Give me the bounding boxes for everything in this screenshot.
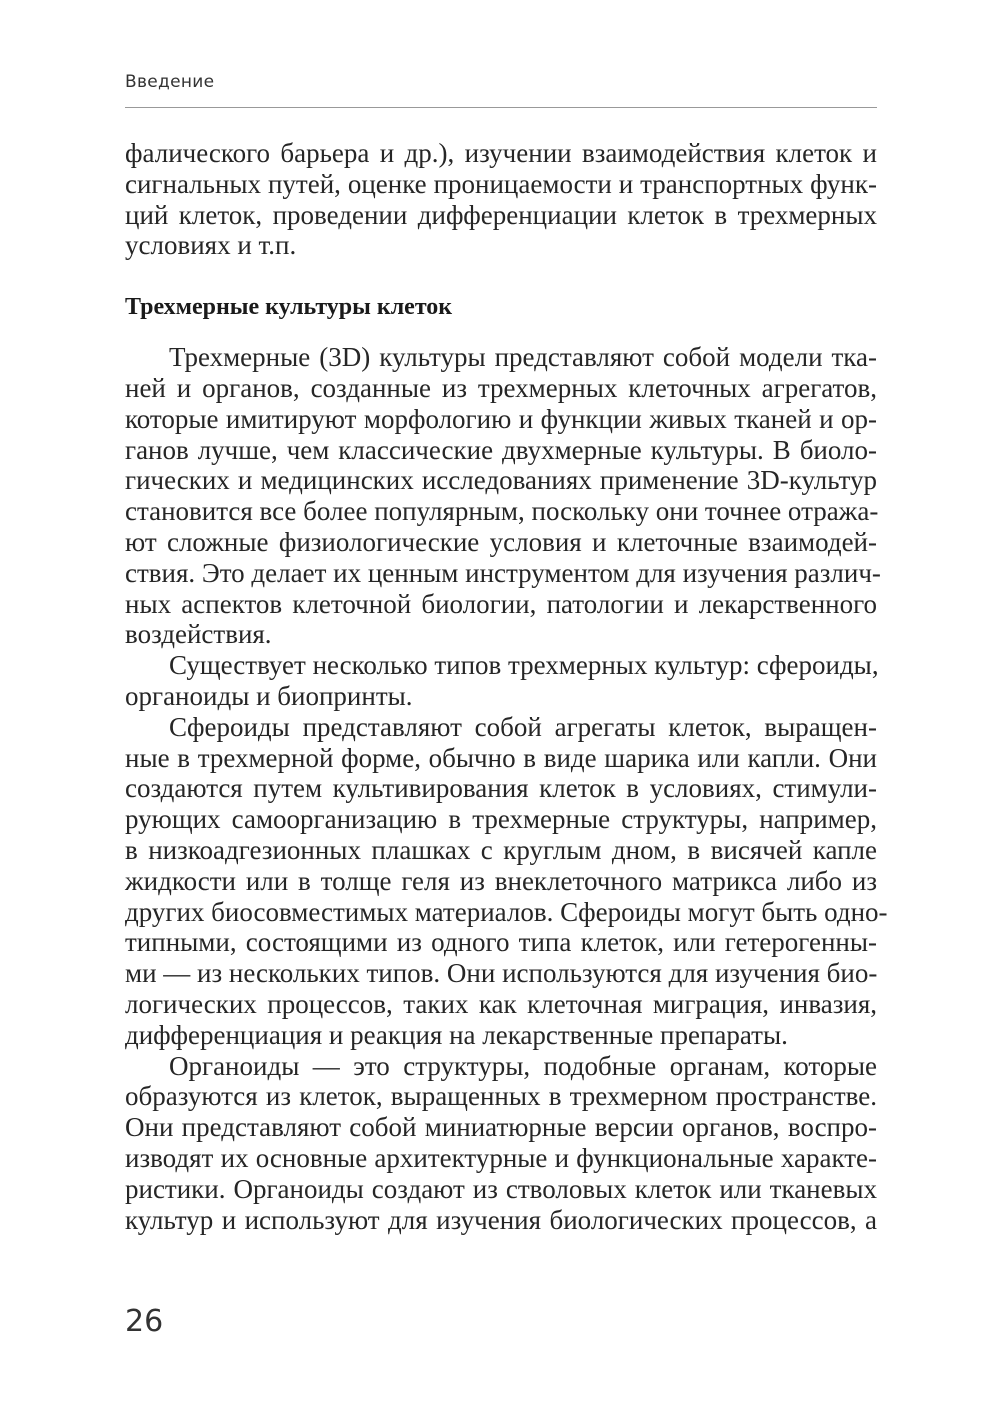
text-line: Органоиды — это структуры, подобные органам, которые <box>169 1050 877 1081</box>
running-title: Введение <box>125 72 215 92</box>
text-line: других биосовместимых материалов. Сфероиды могут быть одно- <box>125 896 888 927</box>
text-line: Сфероиды представляют собой агрегаты клеток, выращен- <box>169 711 877 742</box>
text-line: органоиды и биопринты. <box>125 680 413 711</box>
paragraph-spheroids <box>125 711 888 1051</box>
paragraph-culture-types <box>125 650 877 712</box>
text-line: Трехмерные (3D) культуры представляют собой модели тка- <box>169 342 877 373</box>
text-line: создаются путем культивирования клеток в условиях, стимули- <box>125 773 877 804</box>
text-line: сигнальных путей, оценке проницаемости и транспортных функ- <box>125 168 877 199</box>
text-line: культур и используют для изучения биологических процессов, а <box>125 1204 877 1235</box>
text-line: ристики. Органоиды создают из стволовых клеток или тканевых <box>125 1173 877 1204</box>
section-heading: Трехмерные культуры клеток <box>125 294 453 321</box>
text-line: логических процессов, таких как клеточная миграция, инвазия, <box>125 988 877 1019</box>
paragraph-organoids <box>125 1051 877 1236</box>
text-line: воздействия. <box>125 619 272 650</box>
intro-paragraph <box>125 138 877 261</box>
text-line: ют сложные физиологические условия и клеточные взаимодей- <box>125 526 877 557</box>
text-line: рующих самоорганизацию в трехмерные структуры, например, <box>125 804 877 835</box>
paragraph-3d-cultures <box>125 342 881 650</box>
text-line: ней и органов, созданные из трехмерных клеточных агрегатов, <box>125 372 877 403</box>
text-line: образуются из клеток, выращенных в трехмерном пространстве. <box>125 1081 877 1112</box>
text-line: которые имитируют морфологию и функции живых тканей и ор- <box>125 403 877 434</box>
text-line: ций клеток, проведении дифференциации клеток в трехмерных <box>125 199 877 230</box>
text-line: становится все более популярным, поскольку они точнее отража- <box>125 496 879 527</box>
text-line: Существует несколько типов трехмерных культур: сфероиды, <box>169 650 879 681</box>
page-body <box>125 138 888 1235</box>
text-line: изводят их основные архитектурные и функциональные характе- <box>125 1142 877 1173</box>
page-number: 26 <box>125 1304 164 1339</box>
text-line: фалического барьера и др.), изучении взаимодействия клеток и <box>125 138 877 168</box>
text-line: ные в трехмерной форме, обычно в виде шарика или капли. Они <box>125 742 877 773</box>
text-line: гических и медицинских исследованиях применение 3D-культур <box>125 465 877 496</box>
text-line: ганов лучше, чем классические двухмерные культуры. В биоло- <box>125 434 877 465</box>
text-line: дифференциация и реакция на лекарственные препараты. <box>125 1019 788 1050</box>
text-line: Они представляют собой миниатюрные версии органов, воспро- <box>125 1112 877 1143</box>
text-line: жидкости или в толще геля из внеклеточного матрикса либо из <box>125 865 877 896</box>
text-line: типными, состоящими из одного типа клеток, или гетерогенны- <box>125 927 877 958</box>
text-line: ных аспектов клеточной биологии, патологии и лекарственного <box>125 588 877 619</box>
text-line: ствия. Это делает их ценным инструментом для изучения различ- <box>125 557 881 588</box>
text-line: в низкоадгезионных плашках с круглым дном, в висячей капле <box>125 834 877 865</box>
header-divider <box>125 107 877 108</box>
text-line: ми — из нескольких типов. Они используются для изучения био- <box>125 958 878 989</box>
text-line: условиях и т.п. <box>125 230 297 261</box>
